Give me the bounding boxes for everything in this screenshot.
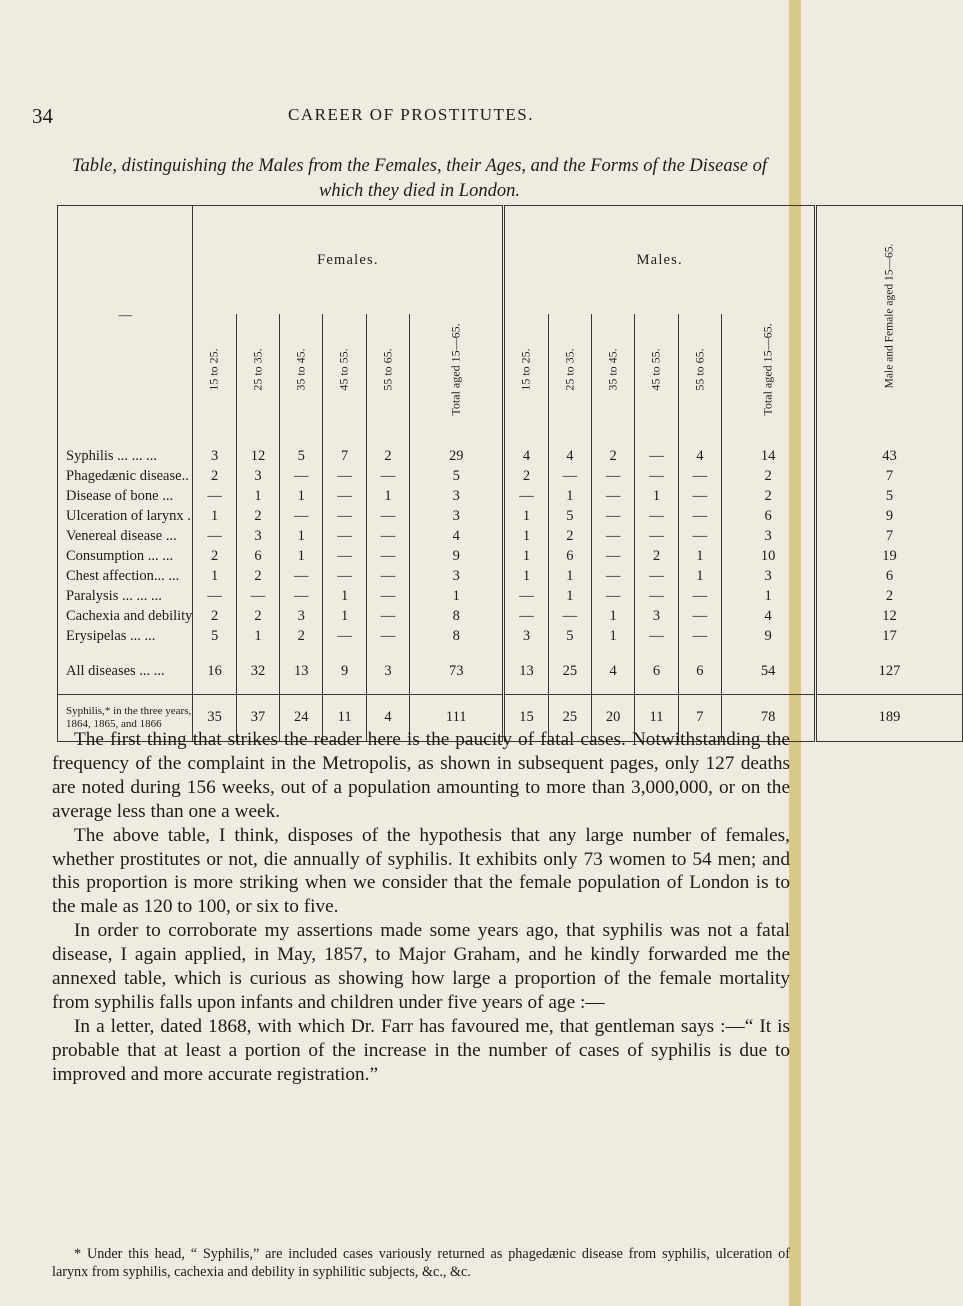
female-value: 1 — [210, 507, 219, 524]
male-value: 1 — [722, 586, 816, 606]
male-value: — — [591, 546, 634, 566]
female-value: — — [366, 586, 409, 606]
male-col-4: 45 to 55. — [635, 314, 678, 424]
male-col-5: 55 to 65. — [678, 314, 721, 424]
male-value: — — [635, 566, 678, 586]
page-header — [32, 104, 790, 130]
male-value: — — [591, 466, 634, 486]
female-value: 12 — [236, 446, 279, 466]
female-value: 3 — [410, 486, 504, 506]
male-value: 4 — [548, 446, 591, 466]
female-value: 32 — [236, 660, 279, 682]
male-col-2: 25 to 35. — [548, 314, 591, 424]
female-value: 2 — [210, 607, 219, 624]
male-value: — — [635, 526, 678, 546]
female-value: — — [236, 586, 279, 606]
female-col-total: Total aged 15—65. — [410, 314, 504, 424]
female-value: — — [280, 586, 323, 606]
row-label: Erysipelas ... ... — [58, 626, 193, 646]
male-value: — — [678, 586, 721, 606]
female-value: — — [366, 526, 409, 546]
male-value: — — [504, 486, 548, 506]
female-value: — — [366, 566, 409, 586]
female-value: — — [366, 626, 409, 646]
male-value: 1 — [504, 506, 548, 526]
grand-total-label: Male and Female aged 15—65. — [883, 243, 896, 389]
table-row — [58, 506, 963, 526]
paragraph: In order to corroborate my assertions made some years ago, that syphilis was not a fatal disease, I again applied, in May, 1857, to Major Graham, and he kindly forwarded me the annexed table, which is curious as showing how large a proportion of the female mortality from syphilis falls upon infants and children under five years of age :— — [52, 920, 790, 1013]
female-value: — — [280, 466, 323, 486]
male-value: 25 — [548, 694, 591, 741]
male-value: 3 — [504, 626, 548, 646]
corner-dash: — — [118, 307, 132, 322]
table-row — [58, 586, 963, 606]
female-value: 7 — [323, 446, 366, 466]
male-value: — — [591, 526, 634, 546]
grand-total-header — [816, 206, 963, 425]
paragraph: In a letter, dated 1868, with which Dr. Farr has favoured me, that gentleman says :—“ It is probable that at least a portion of the increase in the number of cases of syphilis is due to improved and more accurate registration.” — [52, 1015, 790, 1085]
male-value: 4 — [722, 606, 816, 626]
female-value: — — [323, 626, 366, 646]
row-label: Paralysis ... ... ... — [58, 586, 193, 606]
table-caption: Table, distinguishing the Males from the Females, their Ages, and the Forms of the Disease of which they died in London. — [71, 156, 768, 201]
female-value: 2 — [280, 626, 323, 646]
females-header: Females. — [193, 206, 504, 315]
male-value: 20 — [591, 694, 634, 741]
female-value: — — [323, 526, 366, 546]
male-value: 4 — [504, 446, 548, 466]
female-value: 111 — [410, 694, 504, 741]
grand-total-value: 189 — [816, 694, 963, 741]
female-value: 1 — [236, 486, 279, 506]
female-value: 9 — [410, 546, 504, 566]
female-value: 1 — [323, 606, 366, 626]
female-value: 2 — [210, 467, 219, 484]
female-value: 1 — [236, 626, 279, 646]
female-value: — — [323, 566, 366, 586]
grand-total-value: 17 — [816, 626, 963, 646]
female-value: 5 — [410, 466, 504, 486]
grand-total-value: 12 — [816, 606, 963, 626]
row-label: Cachexia and debility — [58, 606, 193, 626]
male-value: — — [548, 466, 591, 486]
female-value: 5 — [280, 446, 323, 466]
female-value: 1 — [366, 486, 409, 506]
male-value: — — [548, 606, 591, 626]
female-value: 9 — [323, 660, 366, 682]
male-value: 1 — [635, 486, 678, 506]
grand-total-value: 2 — [816, 586, 963, 606]
female-value: — — [366, 546, 409, 566]
male-value: 1 — [678, 566, 721, 586]
female-value: 73 — [410, 660, 504, 682]
male-value: 11 — [635, 694, 678, 741]
male-value: 9 — [722, 626, 816, 646]
male-value: 1 — [678, 546, 721, 566]
male-value: 1 — [504, 566, 548, 586]
male-value: 4 — [591, 660, 634, 682]
table-row — [58, 446, 963, 466]
male-value: 2 — [504, 466, 548, 486]
male-value: 78 — [722, 694, 816, 741]
female-value: 3 — [280, 606, 323, 626]
male-value: 4 — [678, 446, 721, 466]
male-value: — — [591, 566, 634, 586]
female-value: 35 — [193, 694, 236, 741]
female-value: — — [323, 506, 366, 526]
male-value: 25 — [548, 660, 591, 682]
male-value: — — [591, 586, 634, 606]
grand-total-value: 9 — [816, 506, 963, 526]
male-value: 10 — [722, 546, 816, 566]
female-value: 1 — [210, 567, 219, 584]
male-value: 13 — [504, 660, 548, 682]
male-value: 3 — [722, 566, 816, 586]
female-col-1: 15 to 25. — [207, 348, 222, 391]
male-col-3: 35 to 45. — [591, 314, 634, 424]
male-value: 1 — [504, 546, 548, 566]
male-value: — — [635, 446, 678, 466]
female-value: 3 — [236, 466, 279, 486]
male-col-1: 15 to 25. — [504, 314, 548, 424]
males-header: Males. — [504, 206, 816, 315]
male-value: 2 — [722, 466, 816, 486]
female-value: — — [323, 486, 366, 506]
male-value: 6 — [548, 546, 591, 566]
male-value: 3 — [635, 606, 678, 626]
table-row — [58, 486, 963, 506]
female-col-3: 35 to 45. — [280, 314, 323, 424]
grand-total-value: 19 — [816, 546, 963, 566]
female-value: 29 — [410, 446, 504, 466]
male-value: — — [678, 506, 721, 526]
running-title: CAREER OF PROSTITUTES. — [288, 105, 534, 124]
row-label: Venereal disease ... — [58, 526, 193, 546]
male-value: — — [504, 606, 548, 626]
male-value: — — [635, 586, 678, 606]
male-value: 1 — [504, 526, 548, 546]
table-row — [58, 526, 963, 546]
female-value: — — [207, 487, 222, 504]
female-value: 5 — [210, 627, 219, 644]
female-value: 2 — [366, 446, 409, 466]
row-label: Syphilis,* in the three years, 1864, 1865, and 1866 — [58, 694, 193, 741]
female-value: 3 — [410, 566, 504, 586]
male-value: — — [678, 466, 721, 486]
paragraph: The above table, I think, disposes of the hypothesis that any large number of females, whether prostitutes or not, die annually of syphilis. It exhibits only 73 women to 54 men; and this proportion is more striking when we consider that the female population of London is to the male as 120 to 100, or six to five. — [52, 824, 790, 918]
table-row — [58, 606, 963, 626]
male-value: 1 — [591, 626, 634, 646]
female-value: 1 — [410, 586, 504, 606]
female-value: 2 — [236, 606, 279, 626]
female-value: — — [280, 506, 323, 526]
male-value: 6 — [678, 660, 721, 682]
female-value: 13 — [280, 660, 323, 682]
table-row — [58, 566, 963, 586]
female-value: 3 — [410, 506, 504, 526]
female-value: 37 — [236, 694, 279, 741]
table-row — [58, 466, 963, 486]
male-value: — — [678, 526, 721, 546]
row-label: All diseases ... ... — [58, 660, 193, 682]
page-number: 34 — [32, 104, 53, 128]
row-label: Disease of bone ... — [58, 486, 193, 506]
male-value: 1 — [548, 566, 591, 586]
female-value: 3 — [236, 526, 279, 546]
row-label: Phagedænic disease.. — [58, 466, 193, 486]
female-value: 8 — [410, 606, 504, 626]
male-value: — — [635, 626, 678, 646]
row-label: Syphilis ... ... ... — [58, 446, 193, 466]
female-value: — — [323, 546, 366, 566]
male-col-total: Total aged 15—65. — [722, 314, 816, 424]
female-value: 1 — [280, 546, 323, 566]
female-value: 3 — [366, 660, 409, 682]
female-col-5: 55 to 65. — [366, 314, 409, 424]
grand-total-value: 43 — [816, 446, 963, 466]
male-value: — — [678, 626, 721, 646]
corner-cell — [58, 206, 193, 425]
female-value: 16 — [207, 662, 222, 679]
female-value: 2 — [210, 547, 219, 564]
female-value: 8 — [410, 626, 504, 646]
row-label: Chest affection... ... — [58, 566, 193, 586]
female-value: 3 — [210, 447, 219, 464]
row-label: Consumption ... ... — [58, 546, 193, 566]
male-value: 1 — [591, 606, 634, 626]
female-value: 2 — [236, 506, 279, 526]
female-col-2: 25 to 35. — [236, 314, 279, 424]
grand-total-value: 7 — [816, 466, 963, 486]
male-value: 2 — [722, 486, 816, 506]
male-value: — — [591, 506, 634, 526]
male-value: — — [591, 486, 634, 506]
male-value: 15 — [504, 694, 548, 741]
male-value: — — [635, 466, 678, 486]
male-value: 6 — [722, 506, 816, 526]
female-value: 24 — [280, 694, 323, 741]
female-value: — — [280, 566, 323, 586]
female-value: — — [366, 506, 409, 526]
table-row — [58, 546, 963, 566]
male-value: 14 — [722, 446, 816, 466]
female-value: — — [207, 587, 222, 604]
grand-total-value: 5 — [816, 486, 963, 506]
female-value: 6 — [236, 546, 279, 566]
male-value: 1 — [548, 486, 591, 506]
male-value: — — [504, 586, 548, 606]
row-label: Ulceration of larynx . — [58, 506, 193, 526]
male-value: 1 — [548, 586, 591, 606]
female-value: — — [366, 606, 409, 626]
mortality-table — [57, 205, 963, 742]
male-value: 6 — [635, 660, 678, 682]
grand-total-value: 7 — [816, 526, 963, 546]
male-value: 54 — [722, 660, 816, 682]
male-value: 2 — [591, 446, 634, 466]
female-value: — — [366, 466, 409, 486]
male-value: 3 — [722, 526, 816, 546]
footnote: * Under this head, “ Syphilis,” are included cases variously returned as phagedænic disease from syphilis, ulceration of larynx from syphilis, cachexia and debility in syphilitic subjects, &c., &c. — [52, 1246, 790, 1280]
male-value: — — [635, 506, 678, 526]
male-value: 2 — [548, 526, 591, 546]
female-value: 11 — [323, 694, 366, 741]
female-value: 2 — [236, 566, 279, 586]
paragraph: The first thing that strikes the reader here is the paucity of fatal cases. Notwithstanding the frequency of the complaint in the Metropolis, as shown in subsequent pages, only 127 deaths are noted during 156 weeks, out of a population amounting to more than 3,000,000, or on the average less than one a week. — [52, 729, 790, 822]
male-value: 7 — [678, 694, 721, 741]
body-text — [52, 728, 790, 1087]
grand-total-value: 127 — [816, 660, 963, 682]
table-row — [58, 660, 963, 682]
female-value: 1 — [323, 586, 366, 606]
female-value: 1 — [280, 526, 323, 546]
male-value: — — [678, 486, 721, 506]
male-value: 5 — [548, 626, 591, 646]
female-value: — — [207, 527, 222, 544]
male-value: — — [678, 606, 721, 626]
female-col-4: 45 to 55. — [323, 314, 366, 424]
table-row — [58, 626, 963, 646]
male-value: 2 — [635, 546, 678, 566]
female-value: — — [323, 466, 366, 486]
grand-total-value: 6 — [816, 566, 963, 586]
female-value: 4 — [410, 526, 504, 546]
female-value: 4 — [366, 694, 409, 741]
female-value: 1 — [280, 486, 323, 506]
male-value: 5 — [548, 506, 591, 526]
